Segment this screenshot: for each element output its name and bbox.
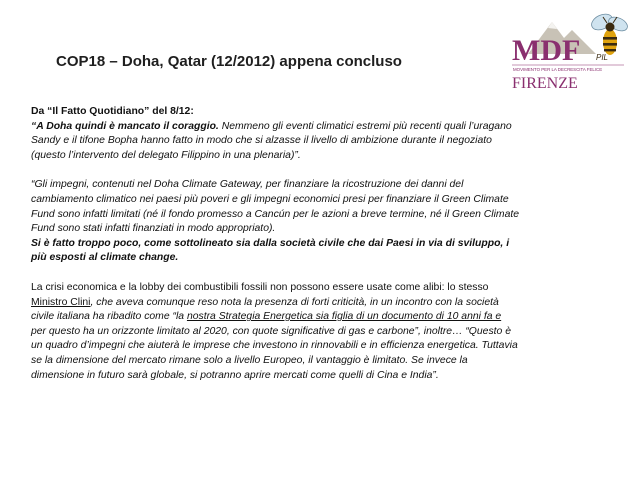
- logo-subscript: PIL: [596, 53, 609, 62]
- slide-title: COP18 – Doha, Qatar (12/2012) appena concluso: [56, 53, 402, 70]
- text-line: se la dimensione del mercato rimane solo a livello Europeo, il vantaggio è limitato. Se invece la: [31, 354, 468, 366]
- logo-brand: MDF: [512, 34, 581, 67]
- text-line: cambiamento climatico nei paesi più poveri e gli impegni economici presi per finanziare il Green Climate: [31, 193, 509, 205]
- text-fragment: , che aveva comunque reso nota la presenza di forti criticità, in un incontro con la società: [90, 296, 499, 308]
- emphasis-line: più esposti al climate change.: [31, 252, 179, 264]
- source-line: Da “Il Fatto Quotidiano” del 8/12:: [31, 106, 194, 117]
- strategia-energetica-link[interactable]: nostra Strategia Energetica sia figlia di un documento di 10 anni fa e: [186, 311, 502, 323]
- paragraph-fatto-quotidiano: [31, 105, 579, 163]
- bee-mountain-icon: [500, 8, 632, 94]
- text-line: [31, 296, 579, 311]
- logo-city: FIRENZE: [512, 75, 578, 92]
- text-line: La crisi economica e la lobby dei combustibili fossili non possono essere usate come alibi: lo stesso: [31, 281, 489, 293]
- text-line: per questo ha un orizzonte limitato al 2020, con quote significative di gas e carbone”, inoltre… “Questo è: [31, 325, 511, 337]
- mdf-firenze-logo: [500, 8, 632, 94]
- logo-tagline: MOVIMENTO PER LA DECRESCITA FELICE: [513, 67, 603, 72]
- text-line: dimensione in futuro sarà globale, si potranno aprire mercati come quelli di Cina e India”.: [31, 369, 439, 381]
- emphasis-line: Si è fatto troppo poco, come sottolineato sia dalla società civile che dai Paesi in via di sviluppo, i: [31, 237, 510, 249]
- text-line: Fund sono stati infatti finanziati in modo appropriato).: [31, 223, 276, 235]
- text-line: Sandy e il tifone Bopha hanno fatto in modo che si alzasse il livello di ambizione durante il negoziato: [31, 135, 492, 147]
- paragraph-doha-gateway: [31, 178, 579, 266]
- paragraph-crisi-economica: [31, 281, 579, 383]
- lead-quote: “A Doha quindi è mancato il coraggio.: [31, 120, 219, 132]
- text-fragment: Nemmeno gli eventi climatici estremi più recenti quali l’uragano: [218, 120, 512, 132]
- text-line: “Gli impegni, contenuti nel Doha Climate Gateway, per finanziare la ricostruzione dei danni del: [31, 179, 464, 191]
- text-line: [31, 120, 579, 135]
- text-fragment: civile italiana ha ribadito come “la: [31, 311, 187, 323]
- text-line: Fund sono infatti limitati (né il fondo promesso a Cancún per le azioni a breve termine, né il Green Climate: [31, 208, 520, 220]
- slide-body: [31, 105, 579, 398]
- text-line: [31, 310, 579, 325]
- text-line: un quadro d’impegni che aiuterà le imprese che investono in rinnovabili e in efficienza energetica. Tuttavia: [31, 340, 518, 352]
- text-line: (questo l’intervento del delegato Filippino in una plenaria)”.: [31, 149, 301, 161]
- ministro-clini-link[interactable]: Ministro Clini: [31, 296, 91, 308]
